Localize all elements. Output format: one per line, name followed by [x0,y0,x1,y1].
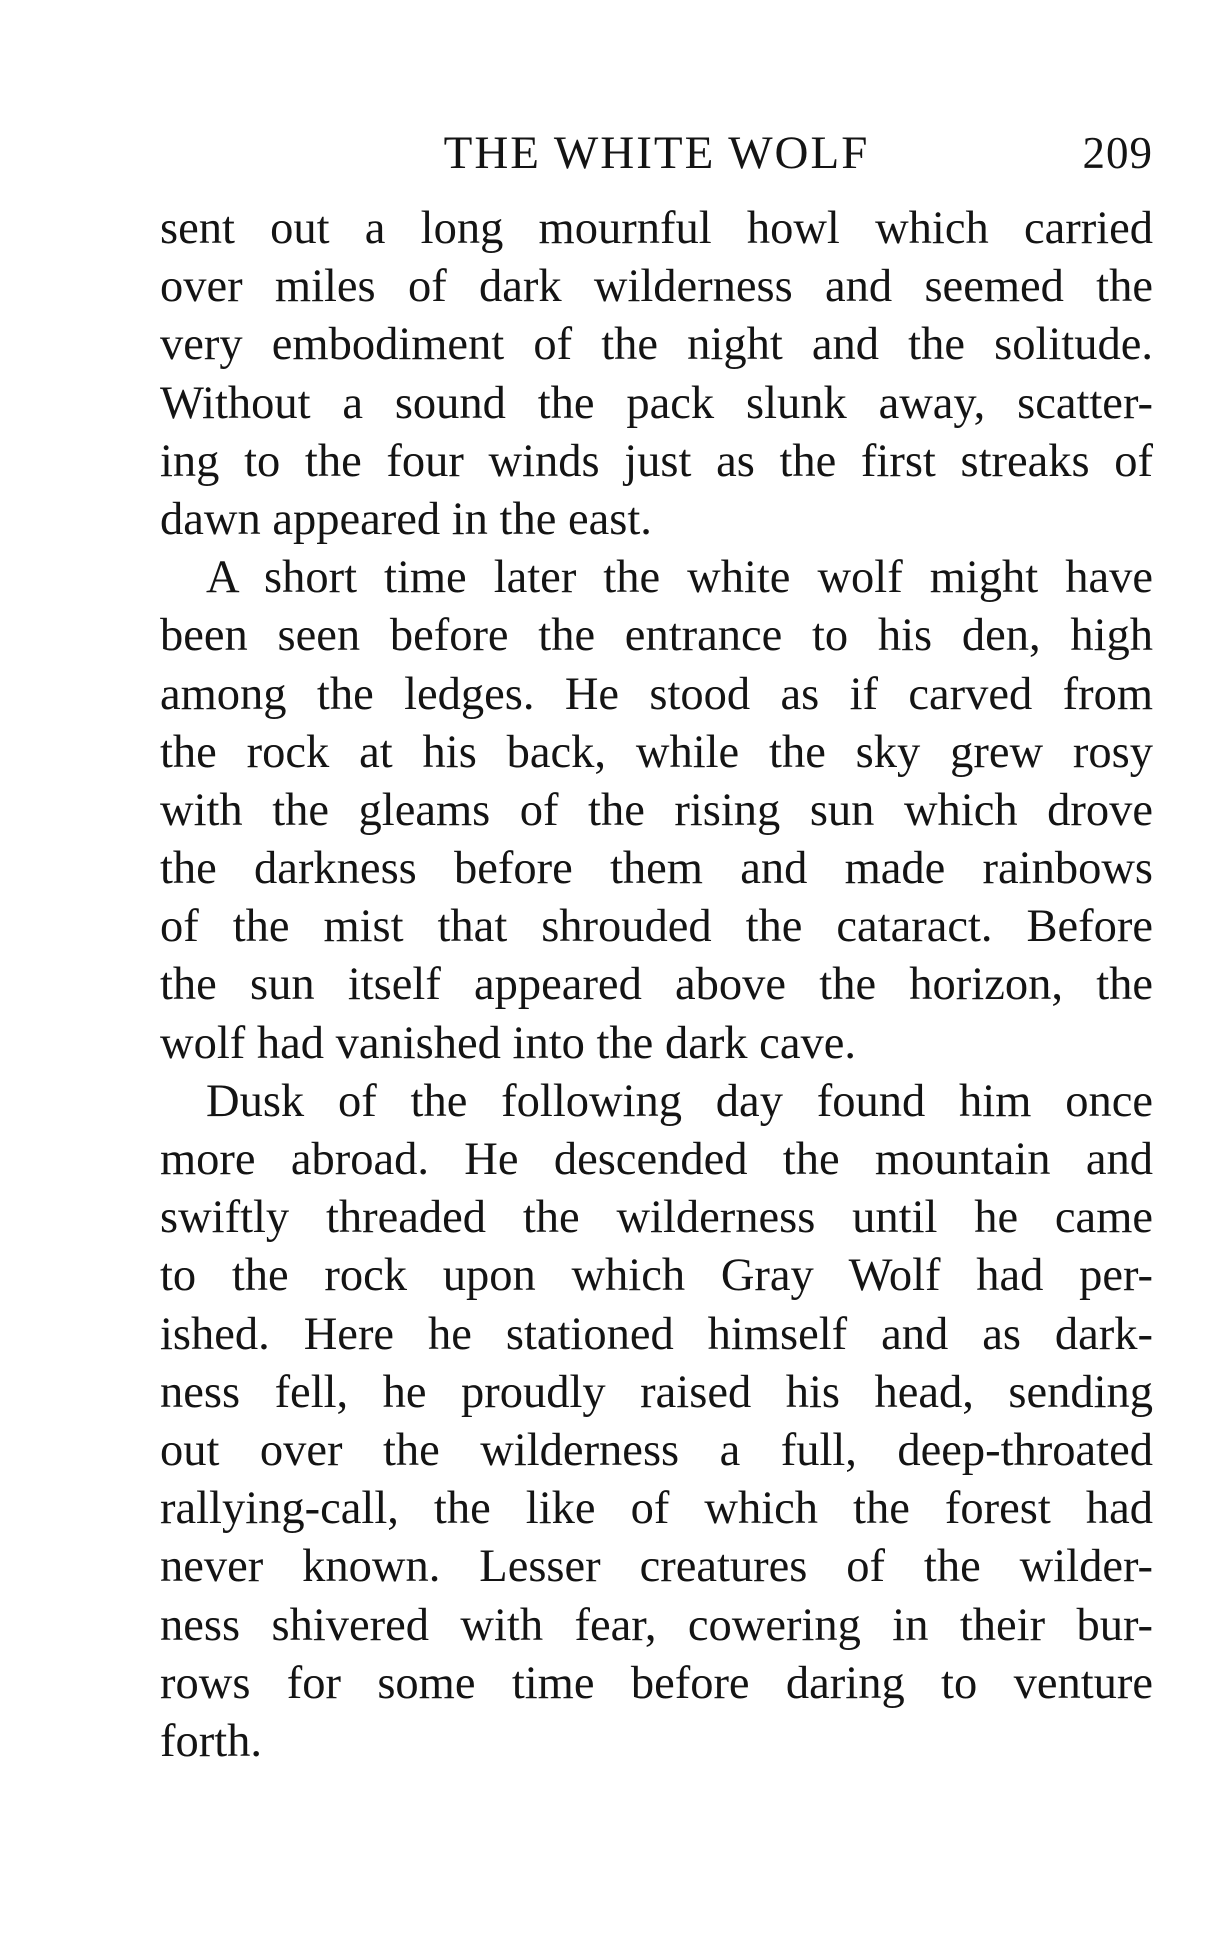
text-line: ing to the four winds just as the first streaks of [160,435,1153,487]
text-line: the rock at his back, while the sky grew rosy [160,726,1153,778]
text-line: never known. Lesser creatures of the wilder- [160,1541,1153,1593]
text-line: among the ledges. He stood as if carved from [160,668,1153,720]
page-number: 209 [1082,128,1153,178]
paragraph-1 [160,200,1153,549]
text-line: the darkness before them and made rainbows [160,843,1153,895]
text-line: swiftly threaded the wilderness until he came [160,1192,1153,1244]
text-line: rallying-call, the like of which the forest had [160,1483,1153,1535]
body-text [160,200,1153,1771]
text-line: rows for some time before daring to venture [160,1657,1153,1709]
text-line: with the gleams of the rising sun which drove [160,784,1153,836]
text-line: been seen before the entrance to his den, high [160,610,1153,662]
text-line: more abroad. He descended the mountain and [160,1134,1153,1185]
running-head [160,118,1153,188]
text-line: out over the wilderness a full, deep-throated [160,1424,1153,1476]
text-line: Dusk of the following day found him once [206,1075,1153,1127]
text-line: the sun itself appeared above the horizon, the [160,959,1153,1011]
text-line: ness shivered with fear, cowering in their bur- [160,1599,1153,1651]
paragraph-2 [160,549,1153,1073]
paragraph-3 [160,1073,1153,1771]
text-line: A short time later the white wolf might have [206,552,1153,604]
text-line: wolf had vanished into the dark cave. [160,1017,856,1069]
text-line: ished. Here he stationed himself and as dark- [160,1308,1153,1360]
text-line: to the rock upon which Gray Wolf had per- [160,1250,1153,1302]
text-line: Without a sound the pack slunk away, scatter- [160,377,1153,429]
text-line: dawn appeared in the east. [160,493,652,545]
text-line: over miles of dark wilderness and seemed the [160,261,1153,313]
text-line: of the mist that shrouded the cataract. Before [160,901,1153,953]
running-title: THE WHITE WOLF [443,127,870,179]
text-line: ness fell, he proudly raised his head, sending [160,1366,1153,1418]
text-line: very embodiment of the night and the solitude. [160,319,1153,371]
text-line: forth. [160,1715,263,1767]
text-line: sent out a long mournful howl which carried [160,203,1153,254]
